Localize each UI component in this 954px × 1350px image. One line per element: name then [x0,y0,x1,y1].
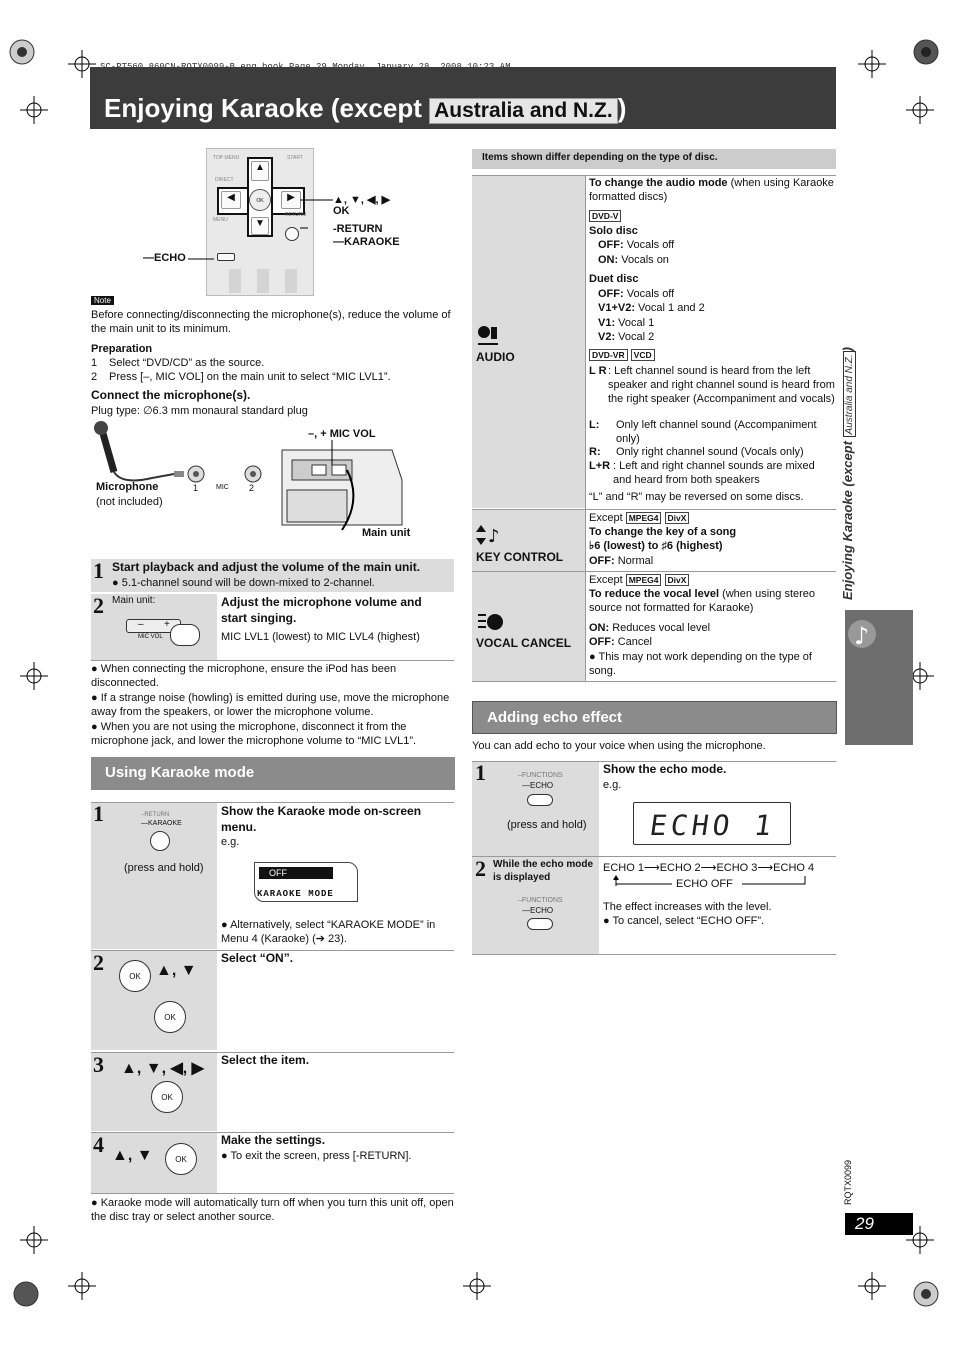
registration-mark [8,38,36,66]
svg-text:♪: ♪ [488,526,500,546]
step-bullet: ● To cancel, select “ECHO OFF”. [603,915,765,927]
region-box: Australia and N.Z. [429,98,618,124]
disc-tag: DivX [665,512,690,524]
step-bullet: ● This may not work depending on the type of song. [589,651,812,677]
crosshair-mark [68,1272,96,1300]
audio-label: AUDIO [476,350,515,364]
plug-type: Plug type: ∅6.3 mm monaural standard plug [91,405,308,417]
hand-icon [170,624,200,646]
echo-callout: —ECHO [143,252,186,264]
mic-jack-label: MIC [216,484,229,491]
osd-preview: OFF KARAOKE MODE [254,862,358,902]
registration-mark [912,38,940,66]
crosshair-mark [20,662,48,690]
step-bullet: ● To exit the screen, press [-RETURN]. [221,1150,412,1162]
karaoke-heading: Using Karaoke mode [91,757,455,790]
audio-icon [476,325,500,347]
title-bar [90,67,836,129]
crosshair-mark [858,50,886,78]
disc-tag: DVD-V [589,210,621,222]
echo-cycle: ECHO 1⟶ECHO 2⟶ECHO 3⟶ECHO 4 [603,862,815,874]
disc-tag: DivX [665,574,690,586]
crosshair-mark [858,1272,886,1300]
step-title: Select the item. [221,1053,310,1067]
page-title: Enjoying Karaoke (except Australia and N.Z. ) [104,93,627,123]
bullet-item: ● When connecting the microphone, ensure the iPod has been disconnected. [91,663,397,689]
vocal-cancel-label: VOCAL CANCEL [476,636,572,650]
karaoke-button-icon [150,831,170,851]
echo-display: ECHO 1 [633,802,791,845]
bullet-item: ● If a strange noise (howling) is emitted during use, move the microphone away from the speakers, or lower the microphone volume. [91,692,450,718]
ok-button-icon: OK [165,1143,197,1175]
music-note-icon [847,616,877,652]
preparation-step: Select “DVD/CD” as the source. [109,357,265,369]
page-number: 29 [845,1213,913,1235]
note-text: Before connecting/disconnecting the microphone(s), reduce the volume of the main unit to its minimum. [91,309,451,335]
echo-intro: You can add echo to your voice when using the microphone. [472,740,766,752]
crosshair-mark [20,1226,48,1254]
ok-button-icon: OK [119,960,151,992]
echo-button-icon [527,794,553,806]
step-title: Adjust the microphone volume and start singing. [221,595,422,625]
echo-heading: Adding echo effect [472,701,837,734]
bullet-item: ● When you are not using the microphone, disconnect it from the microphone jack, and lower the microphone volume to “MIC LVL1”. [91,721,417,747]
step-title: Show the echo mode. [603,762,727,776]
crosshair-mark [20,96,48,124]
step-title: Select “ON”. [221,951,294,965]
preparation-title: Preparation [91,343,153,355]
karaoke-callout: —KARAOKE [333,236,400,248]
key-control-label: KEY CONTROL [476,550,564,564]
step-bullet: ● 5.1-channel sound will be down-mixed to 2-channel. [112,577,375,589]
ok-callout: OK [333,205,350,217]
echo-button-icon [527,918,553,930]
preparation-step: Press [–, MIC VOL] on the main unit to select “MIC LVL1”. [109,371,391,383]
model-code: RQTX0099 [843,1159,853,1205]
step-title: Start playback and adjust the volume of the main unit. [112,560,421,574]
side-caption: Enjoying Karaoke (except Australia and N.Z.) [840,347,855,600]
step-box [91,1133,217,1193]
note-badge: Note [91,296,114,305]
bullet-item: ● Karaoke mode will automatically turn off when you turn this unit off, open the disc tray or select another source. [91,1197,454,1223]
not-included-label: (not included) [96,496,163,508]
disc-tag: MPEG4 [626,574,662,586]
vocal-cancel-icon [476,610,504,636]
svg-text:♪: ♪ [854,622,870,650]
mic-vol-label: –, + MIC VOL [308,428,376,440]
step-bullet: ● Alternatively, select “KARAOKE MODE” in Menu 4 (Karaoke) (➔ 23). [221,919,436,945]
crosshair-mark [463,1272,491,1300]
ok-button-icon: OK [154,1001,186,1033]
ok-button-icon: OK [151,1081,183,1113]
step-title: Make the settings. [221,1133,326,1147]
step-title: While the echo mode is displayed [493,859,594,883]
disc-tag: DVD-VR [589,349,628,361]
step-box [91,951,217,1050]
crosshair-mark [906,96,934,124]
disc-tag: MPEG4 [626,512,662,524]
arrows-callout: ▲, ▼, ◀, ▶ [333,194,391,206]
microphone-label: Microphone [96,481,159,493]
main-unit-label: Main unit [362,527,411,539]
disc-tag: VCD [631,349,655,361]
registration-mark [912,1280,940,1308]
step-title: Show the Karaoke mode on-screen menu. [221,804,422,834]
side-tab [845,610,913,745]
registration-mark [12,1280,40,1308]
key-control-icon [476,524,502,546]
return-callout: -RETURN [333,223,383,235]
table-header: Items shown differ depending on the type of disc. [472,149,836,169]
connect-title: Connect the microphone(s). [91,388,251,402]
remote-illustration: TOP MENU START DIRECT ▲ ▼ ◀ ▶ OK MENU RETURN [206,148,314,296]
